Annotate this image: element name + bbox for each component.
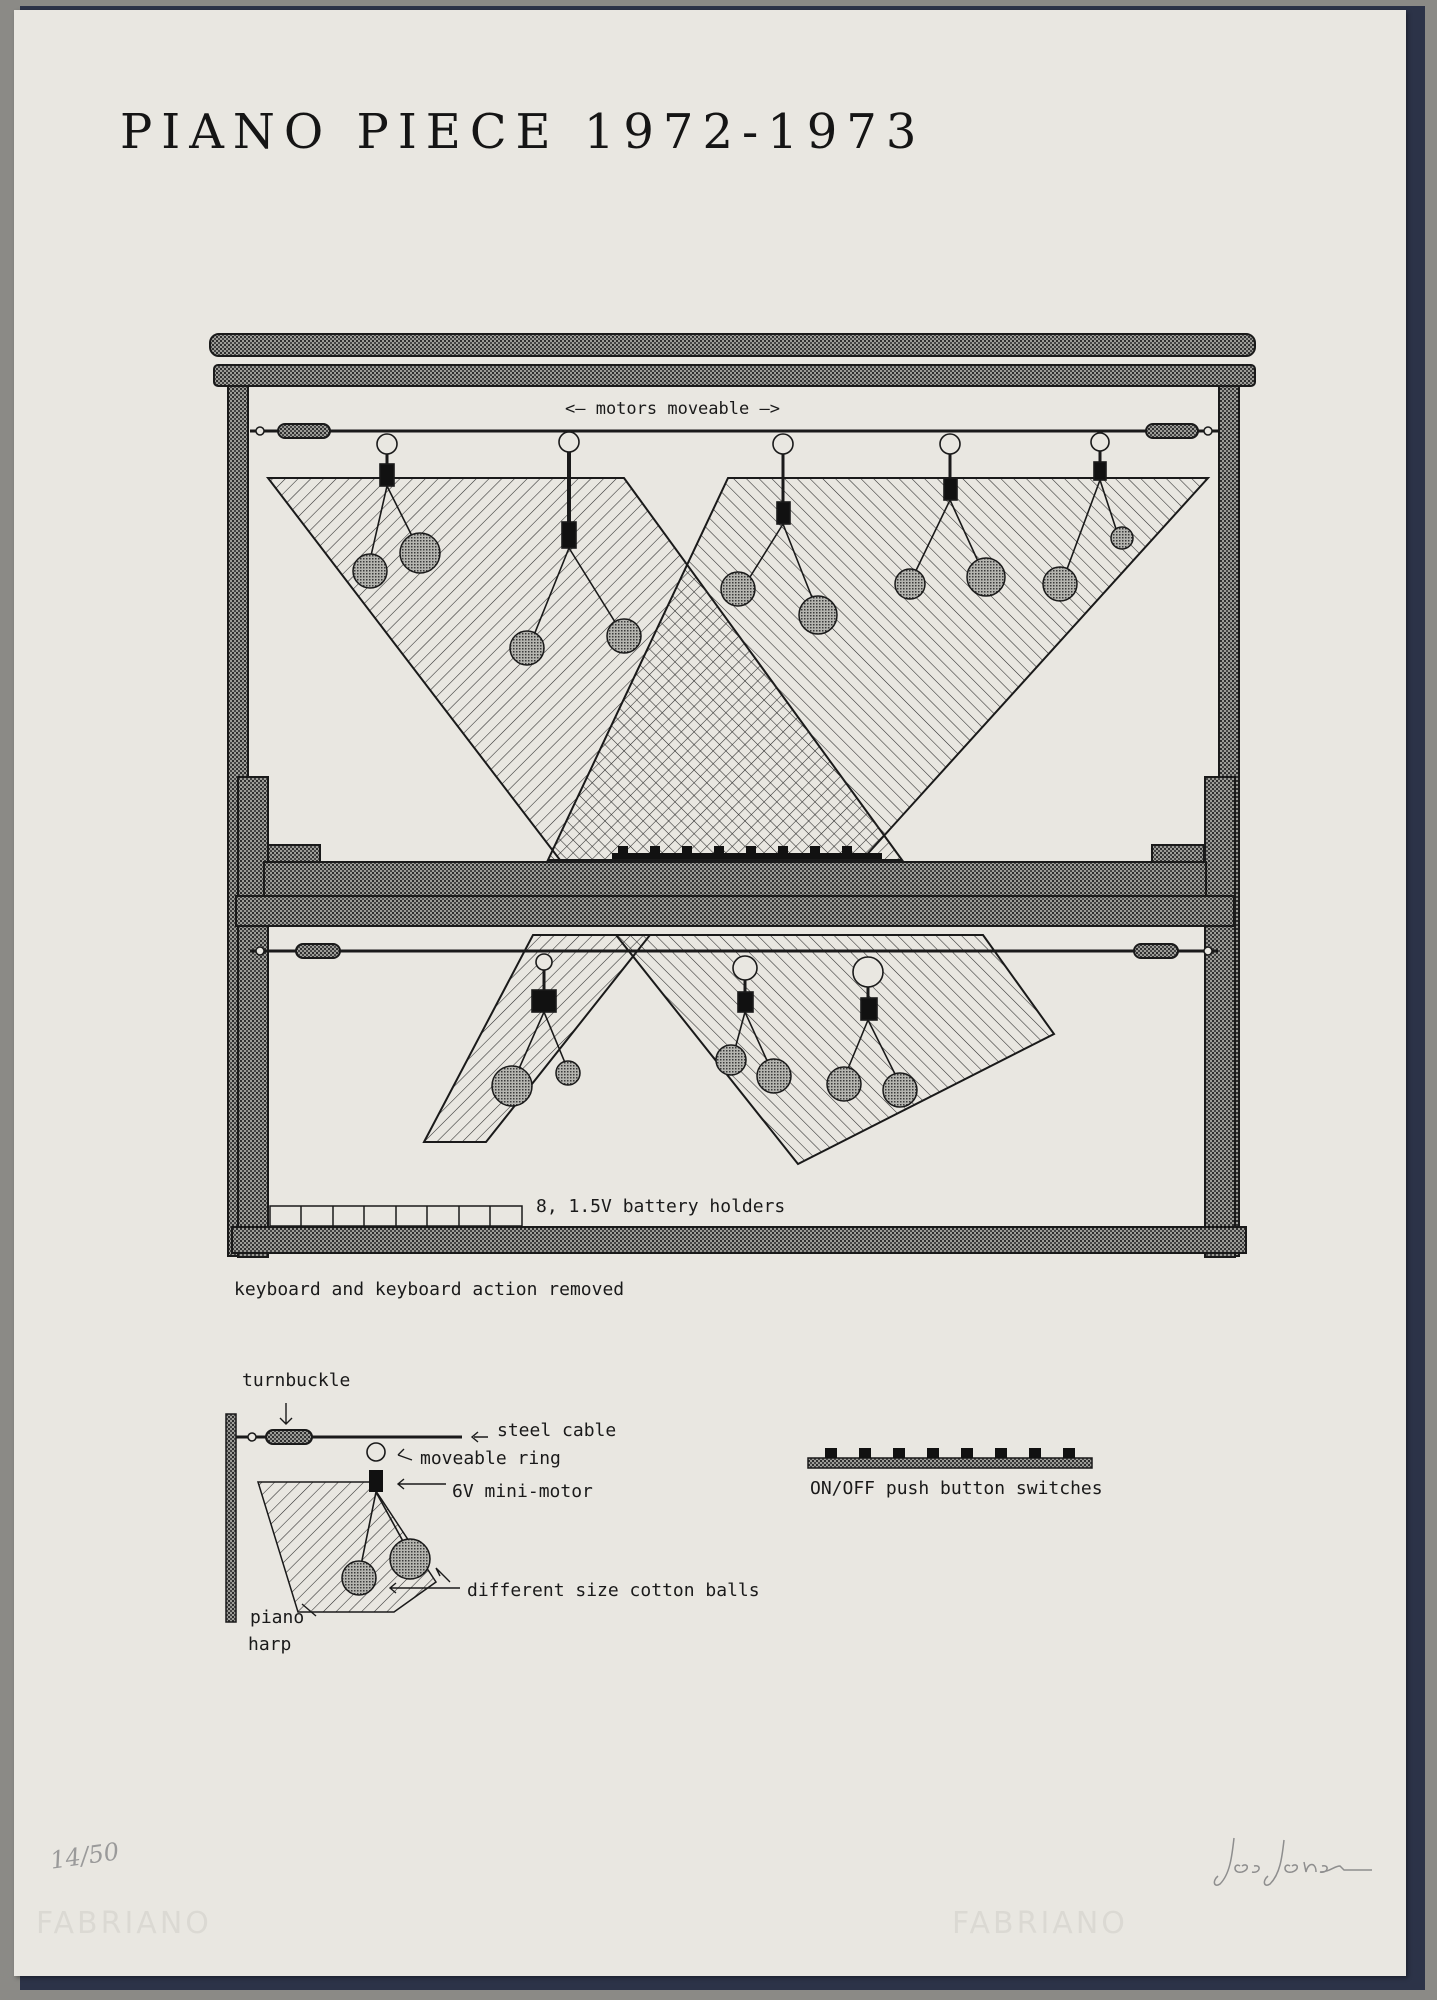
watermark-right: FABRIANO [952, 1906, 1128, 1941]
lower-harp-right [616, 935, 1054, 1164]
legend-detail [226, 1403, 488, 1622]
legend-steel-cable: steel cable [497, 1420, 617, 1441]
upper-steel-cable [250, 424, 1218, 438]
legend-turnbuckle: turnbuckle [242, 1370, 351, 1391]
label-motors-moveable: <— motors moveable —> [565, 399, 780, 419]
label-battery-holders: 8, 1.5V battery holders [536, 1196, 786, 1217]
edition-number: 14/50 [48, 1837, 121, 1875]
legend-cotton-balls: different size cotton balls [467, 1580, 760, 1601]
piano-lid [210, 334, 1255, 386]
keyboard-shelf [236, 862, 1234, 926]
legend-piano: piano [250, 1607, 305, 1628]
legend-moveable-ring: moveable ring [420, 1448, 561, 1469]
artist-signature [1212, 1826, 1382, 1896]
legend-harp: harp [248, 1634, 292, 1655]
battery-holders [270, 1206, 522, 1226]
legend-switches [808, 1448, 1092, 1468]
legend-push-button-switches: ON/OFF push button switches [810, 1478, 1103, 1499]
watermark-left: FABRIANO [36, 1906, 212, 1941]
legend-mini-motor: 6V mini-motor [452, 1481, 593, 1502]
label-keyboard-removed: keyboard and keyboard action removed [234, 1279, 625, 1300]
print-title: PIANO PIECE 1972-1973 [120, 104, 926, 160]
